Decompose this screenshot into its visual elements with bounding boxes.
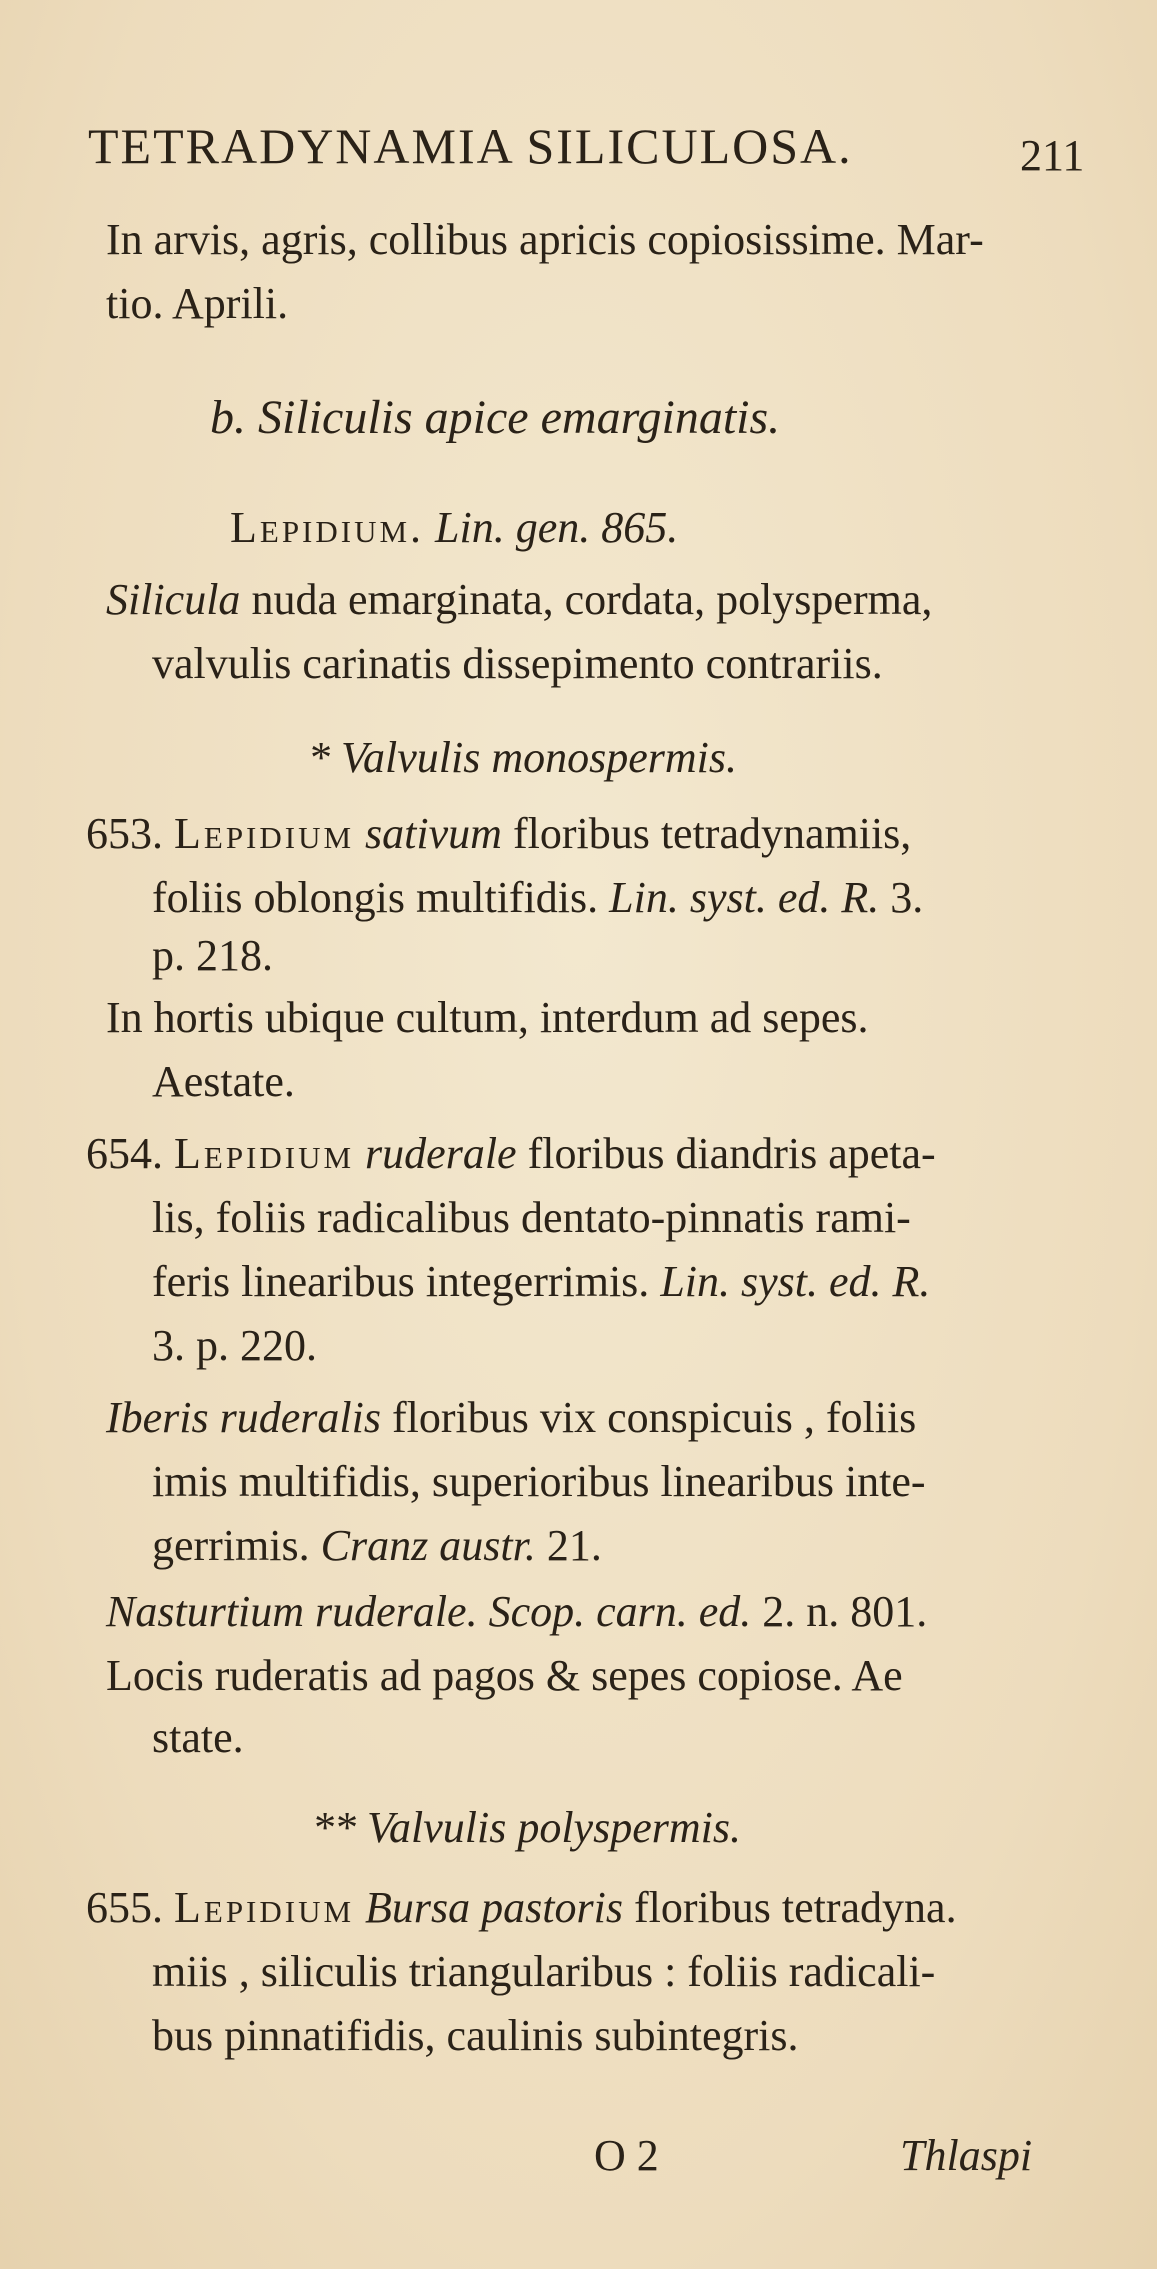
genus-heading: Lepidium. Lin. gen. 865. xyxy=(230,503,679,552)
text-line: tio. Aprili. xyxy=(106,279,289,328)
signature-mark: O 2 xyxy=(594,2131,659,2180)
text-line: miis , siliculis triangularibus : foliis radicali- xyxy=(152,1947,936,1996)
page-number: 211 xyxy=(1020,131,1085,180)
genus-description: Silicula nuda emarginata, cordata, polysperma, xyxy=(106,575,933,624)
text-line: p. 218. xyxy=(152,931,273,980)
text-line: foliis oblongis multifidis. Lin. syst. ed. R. 3. xyxy=(152,873,924,922)
running-header xyxy=(88,118,853,174)
subsection-heading: * Valvulis monospermis. xyxy=(308,733,737,782)
text-line: Iberis ruderalis floribus vix conspicuis , foliis xyxy=(106,1393,917,1442)
text-line: feris linearibus integerrimis. Lin. syst. ed. R. xyxy=(152,1257,931,1306)
subsection-heading: ** Valvulis polyspermis. xyxy=(312,1803,741,1852)
text-line: state. xyxy=(152,1713,244,1762)
text-line: In hortis ubique cultum, interdum ad sepes. xyxy=(106,993,869,1042)
text-line: Locis ruderatis ad pagos & sepes copiose. Ae xyxy=(106,1651,903,1700)
text-line: Nasturtium ruderale. Scop. carn. ed. 2. n. 801. xyxy=(106,1587,928,1636)
text-line: Aestate. xyxy=(152,1057,295,1106)
section-heading: b. Siliculis apice emarginatis. xyxy=(210,391,781,444)
text-line: gerrimis. Cranz austr. 21. xyxy=(152,1521,602,1570)
genus-description: valvulis carinatis dissepimento contrariis. xyxy=(152,639,883,688)
entry-654: 654. Lepidium ruderale floribus diandris apeta- xyxy=(86,1129,936,1178)
catchword: Thlaspi xyxy=(900,2131,1033,2180)
header-title: TETRADYNAMIA SILICULOSA. xyxy=(88,118,853,174)
entry-655: 655. Lepidium Bursa pastoris floribus tetradyna. xyxy=(86,1883,957,1932)
text-line: 3. p. 220. xyxy=(152,1321,317,1370)
entry-653: 653. Lepidium sativum floribus tetradynamiis, xyxy=(86,809,912,858)
text-line: In arvis, agris, collibus apricis copiosissime. Mar- xyxy=(106,215,984,264)
text-line: imis multifidis, superioribus linearibus inte- xyxy=(152,1457,926,1506)
text-line: bus pinnatifidis, caulinis subintegris. xyxy=(152,2011,799,2060)
text-line: lis, foliis radicalibus dentato-pinnatis rami- xyxy=(152,1193,911,1242)
